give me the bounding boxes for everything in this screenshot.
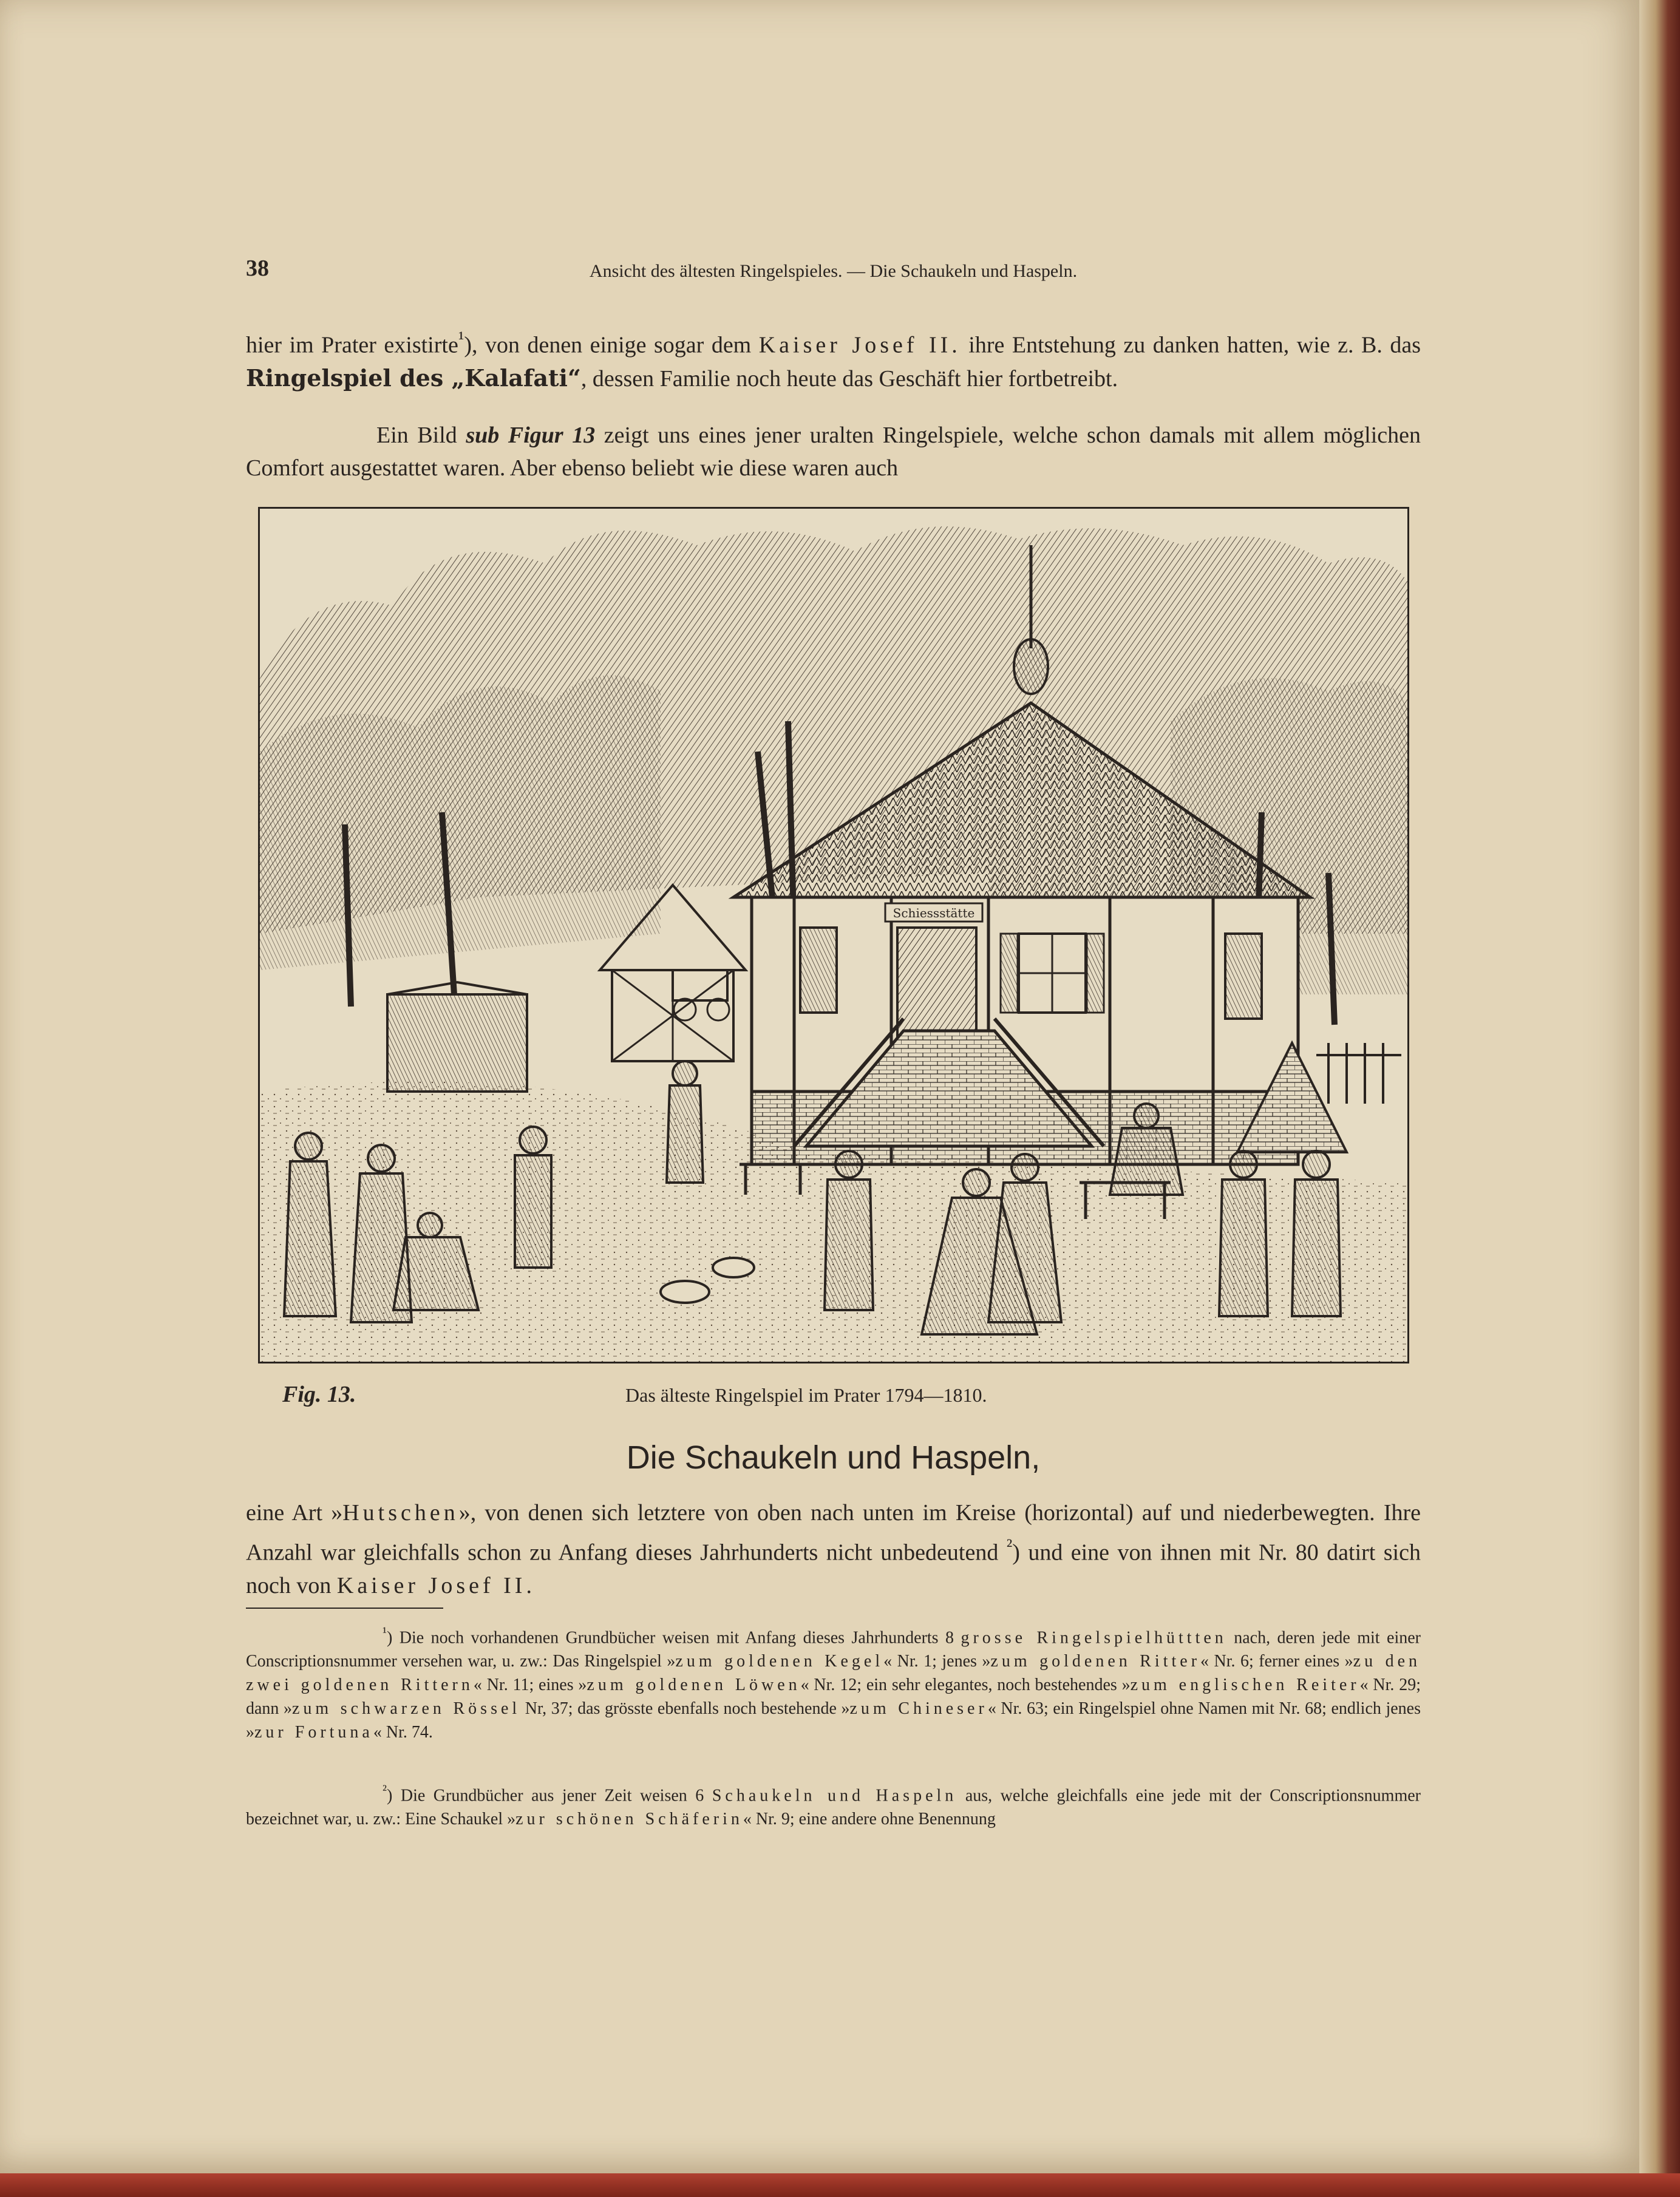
book-spine-edge bbox=[1639, 0, 1680, 2197]
running-head bbox=[246, 255, 1421, 291]
figure-reference: sub Figur 13 bbox=[466, 423, 596, 448]
footnote-ref-1: ¹ bbox=[458, 327, 464, 348]
paragraph-1: hier im Prater existirte$^{^1}$), von denen einige sogar dem Kaiser Josef II. ihre Entstehung zu danken hatten, wie z. B. das Ringelspiel des „Kalafati“, dessen Familie noch heute das Geschäft hier fortbetreibt. bbox=[246, 327, 1421, 392]
figure-caption: Das älteste Ringelspiel im Prater 1794—1810. bbox=[625, 1384, 987, 1406]
footnote-ref-2: ² bbox=[1006, 1535, 1013, 1556]
footnote-rule bbox=[246, 1608, 443, 1609]
paragraph-2: Ein Bild sub Figur 13 zeigt uns eines jener uralten Ringelspiele, welche schon damals mit allem möglichen Comfort ausgestattet waren. Aber ebenso beliebt wie diese waren auch bbox=[246, 423, 1421, 481]
book-cover-edge bbox=[0, 2173, 1680, 2197]
running-head-title: Ansicht des ältesten Ringelspieles. — Die Schaukeln und Haspeln. bbox=[589, 261, 1078, 281]
emperor-name: Kaiser Josef II. bbox=[336, 1572, 536, 1598]
pavilion-sign: Schiessstätte bbox=[893, 906, 975, 920]
emperor-name: Kaiser Josef II. bbox=[758, 332, 961, 358]
figure-label: Fig. 13. bbox=[282, 1382, 356, 1407]
section-heading: Die Schaukeln und Haspeln, bbox=[626, 1439, 1041, 1476]
spaced-term: Hutschen bbox=[342, 1500, 459, 1526]
wooden-shed bbox=[387, 982, 527, 1092]
engraving-figure bbox=[258, 507, 1409, 1363]
footnote-1: $^{^1}$) Die noch vorhandenen Grundbücher weisen mit Anfang dieses Jahrhunderts 8 grosse Ringelspielhüttten nach, deren jede mit einer Conscriptionsnummer versehen war, u. zw.: Das Ringelspiel »zum goldenen Kegel« Nr. 1; jenes »zum goldenen Ritter« Nr. 6; ferner eines »zu den zwei goldenen Rittern« Nr. 11; eines »zum goldenen Löwen« Nr. 12; ein sehr elegantes, noch bestehendes »zum englischen Reiter« Nr. 29; dann »zum schwarzen Rössel Nr, 37; das grösste ebenfalls noch bestehende »zum Chineser« Nr. 63; ein Ringelspiel ohne Namen mit Nr. 68; endlich jenes »zur Fortuna« Nr. 74. bbox=[246, 1625, 1421, 1742]
paragraph-3: eine Art »Hutschen», von denen sich letztere von oben nach unten im Kreise (horizontal) auf und niederbewegten. Ihre Anzahl war gleichfalls schon zu Anfang dieses Jahrhunderts nicht unbedeutend $^{^2}$) und eine von ihnen mit Nr. 80 datirt sich noch von Kaiser Josef II. bbox=[246, 1500, 1421, 1598]
page-number: 38 bbox=[246, 256, 269, 281]
footnote-2: $^{^2}$) Die Grundbücher aus jener Zeit weisen 6 Schaukeln und Haspeln aus, welche gleichfalls eine jede mit der Conscriptionsnummer bezeichnet war, u. zw.: Eine Schaukel »zur schönen Schäferin« Nr. 9; eine andere ohne Benennung bbox=[246, 1782, 1421, 1829]
engraving-illustration bbox=[260, 509, 1407, 1362]
blackletter-name: Ringelspiel des „Kalafati“ bbox=[246, 364, 581, 392]
